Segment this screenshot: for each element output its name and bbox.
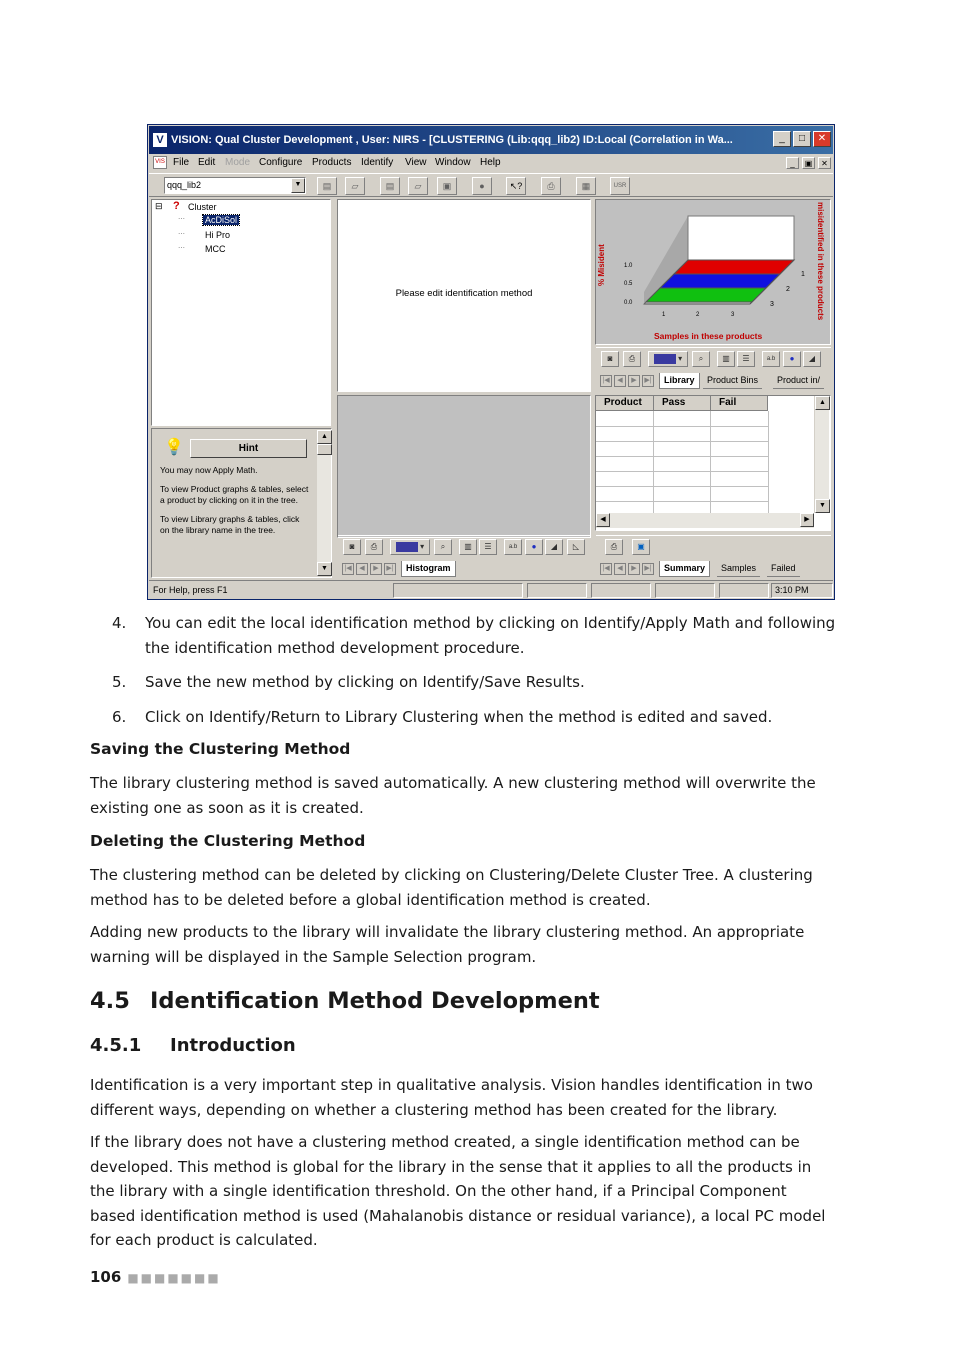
list-item	[90, 670, 840, 695]
zoom-icon[interactable]: ⌕	[434, 539, 452, 555]
x-tick: 3	[731, 312, 735, 318]
deleting-text-1: The clustering method can be deleted by clicking on Clustering/Delete Cluster Tree. A clustering method has to be deleted before a global identification method is created.	[90, 866, 813, 909]
menu-products[interactable]: Products	[312, 157, 352, 168]
section-title: Identification Method Development	[150, 988, 600, 1014]
print-icon[interactable]: ⎙	[541, 177, 561, 195]
grid-line	[596, 501, 769, 502]
deleting-heading: Deleting the Clustering Method	[90, 832, 366, 850]
tab-samples[interactable]: Samples	[717, 561, 760, 577]
right-axis-label: misidentified in these products	[816, 202, 825, 321]
info-icon[interactable]: ●	[472, 177, 492, 195]
scatter-icon[interactable]: ●	[525, 539, 543, 555]
tab-summary[interactable]: Summary	[659, 561, 710, 577]
y-tick: 0.0	[624, 300, 633, 306]
intro-paragraph-1: Identification is a very important step in qualitative analysis. Vision handles identification in two different ways, depending on whether a clustering method has been created for the library.	[90, 1076, 813, 1119]
tree-node-hipro[interactable]: Hi Pro	[205, 230, 231, 240]
status-time: 3:10 PM	[771, 583, 833, 598]
tab-library[interactable]: Library	[659, 373, 700, 389]
library-select-value: qqq_lib2	[167, 180, 202, 190]
table-lines-icon[interactable]: ☰	[737, 351, 755, 367]
histogram-pane	[337, 395, 591, 538]
mdi-restore-button[interactable]: ▣	[802, 157, 815, 169]
grid-horizontal-scrollbar[interactable]	[596, 513, 814, 528]
tab-last-icon[interactable]: ▶|	[384, 563, 396, 575]
subsection-number: 4.5.1	[90, 1035, 142, 1056]
cluster-tree	[151, 199, 331, 426]
chart-controls	[596, 347, 831, 371]
grid-controls	[596, 535, 831, 559]
column-header-product[interactable]: Product	[596, 396, 654, 411]
label-icon[interactable]: a.b	[762, 351, 780, 367]
toolbar	[149, 173, 833, 197]
save-icon[interactable]: ▣	[632, 539, 650, 555]
context-help-icon[interactable]: ↖?	[506, 177, 526, 195]
tree-node-acdisol[interactable]: AcDiSol	[205, 215, 238, 225]
tab-last-icon[interactable]: ▶|	[642, 375, 654, 387]
y-axis-label: % Misident	[597, 244, 606, 286]
grid-tabs	[597, 561, 831, 578]
steps-list	[90, 611, 840, 739]
menu-edit[interactable]: Edit	[198, 157, 216, 168]
tab-first-icon[interactable]: |◀	[342, 563, 354, 575]
maximize-button[interactable]: □	[793, 131, 811, 147]
vision-logo-icon: V	[153, 133, 167, 147]
column-header-pass[interactable]: Pass	[654, 396, 711, 411]
tab-histogram[interactable]: Histogram	[401, 561, 456, 577]
step-number: 4.	[112, 614, 127, 632]
step-text: Save the new method by clicking on Identify/Save Results.	[145, 673, 585, 691]
new-method-icon[interactable]: ▤	[380, 177, 400, 195]
hint-button[interactable]: Hint	[190, 439, 307, 458]
scatter-icon[interactable]: ●	[783, 351, 801, 367]
column-header-fail[interactable]: Fail	[711, 396, 768, 411]
grid-header	[596, 396, 818, 411]
depth-tick: 1	[801, 271, 805, 278]
series-blue	[660, 274, 780, 288]
chart-settings-icon[interactable]: ◢	[803, 351, 821, 367]
chart-backwall	[688, 216, 794, 260]
tab-prev-icon[interactable]: ◀	[614, 375, 626, 387]
camera-icon[interactable]: ◙	[601, 351, 619, 367]
menu-bar	[149, 154, 833, 172]
tree-node-mcc[interactable]: MCC	[205, 244, 226, 254]
tab-product-bins[interactable]: Product Bins	[703, 373, 762, 389]
step-number: 5.	[112, 673, 127, 691]
mdi-minimize-button[interactable]: _	[786, 157, 799, 169]
user-icon[interactable]: USR	[610, 177, 630, 195]
scroll-down-icon[interactable]: ▼	[815, 499, 830, 513]
grid-lines-icon[interactable]: ▥	[459, 539, 477, 555]
hint-paragraph: You may now Apply Math.	[160, 465, 258, 475]
tab-next-icon[interactable]: ▶	[628, 375, 640, 387]
page-number: 106	[90, 1268, 122, 1286]
x-tick: 2	[696, 312, 700, 318]
print-icon[interactable]: ⎙	[623, 351, 641, 367]
tree-connector: ⋯	[178, 231, 185, 238]
list-item	[90, 705, 840, 730]
tab-next-icon[interactable]: ▶	[370, 563, 382, 575]
report-icon[interactable]: ▦	[576, 177, 596, 195]
color-select[interactable]: ▾	[390, 539, 430, 555]
footer-dots: ■■■■■■■	[127, 1270, 221, 1285]
scroll-left-icon[interactable]: ◀	[596, 513, 610, 527]
table-lines-icon[interactable]: ☰	[479, 539, 497, 555]
menu-help[interactable]: Help	[480, 157, 501, 168]
hint-panel	[151, 428, 332, 578]
minimize-button[interactable]: _	[773, 131, 791, 147]
zoom-icon[interactable]: ⌕	[692, 351, 710, 367]
y-tick: 1.0	[624, 263, 633, 269]
tab-prev-icon[interactable]: ◀	[614, 563, 626, 575]
step-text: Click on Identify/Return to Library Clustering when the method is edited and saved.	[145, 707, 773, 726]
section-heading	[90, 988, 600, 1014]
misident-chart-pane	[595, 199, 831, 345]
tree-connector: ⋯	[178, 245, 185, 252]
status-cell	[527, 583, 587, 598]
status-cell	[591, 583, 651, 598]
subsection-title: Introduction	[170, 1035, 296, 1056]
print-icon[interactable]: ⎙	[605, 539, 623, 555]
save-icon[interactable]: ▣	[437, 177, 457, 195]
tab-product-in[interactable]: Product in/	[773, 373, 824, 389]
section-number: 4.5	[90, 988, 130, 1014]
tree-collapse-toggle[interactable]: ⊟	[155, 201, 163, 211]
window-title: VISION: Qual Cluster Development , User: NIRS - [CLUSTERING (Lib:qqq_lib2) ID:Local (Correlation in Wa...	[171, 134, 733, 146]
menu-file[interactable]: File	[173, 157, 190, 168]
hint-paragraph: To view Library graphs & tables, click on the library name in the tree.	[160, 514, 300, 535]
print-icon[interactable]: ⎙	[365, 539, 383, 555]
histogram-tabs	[339, 561, 591, 578]
menu-view[interactable]: View	[405, 157, 427, 168]
title-bar	[149, 126, 833, 154]
lightbulb-icon: 💡	[164, 439, 184, 456]
tab-first-icon[interactable]: |◀	[600, 563, 612, 575]
grid-vertical-scrollbar[interactable]	[814, 396, 829, 513]
menu-mode: Mode	[225, 157, 251, 168]
scroll-right-icon[interactable]: ▶	[800, 513, 814, 527]
tab-next-icon[interactable]: ▶	[628, 563, 640, 575]
label-icon[interactable]: a.b	[504, 539, 522, 555]
hint-scrollbar[interactable]	[316, 430, 331, 576]
summary-grid	[595, 395, 831, 531]
series-red	[674, 260, 794, 274]
color-select[interactable]: ▾	[648, 351, 688, 367]
deleting-text-2: Adding new products to the library will invalidate the library clustering method. An appropriate warning will be displayed in the Sample Selection program.	[90, 923, 805, 966]
status-help-text: For Help, press F1	[153, 585, 228, 595]
chevron-down-icon[interactable]: ▼	[291, 178, 305, 193]
step-number: 6.	[112, 707, 127, 726]
menu-configure[interactable]: Configure	[259, 157, 303, 168]
edit-method-message: Please edit identification method	[395, 288, 533, 299]
depth-tick: 2	[786, 286, 790, 293]
grid-line	[596, 471, 769, 472]
status-cell	[655, 583, 715, 598]
histogram-controls	[338, 535, 591, 559]
document-icon[interactable]: VIS	[153, 156, 167, 169]
y-tick: 0.5	[624, 281, 633, 287]
status-cell	[393, 583, 523, 598]
open-folder-icon[interactable]: ▱	[345, 177, 365, 195]
scroll-thumb[interactable]	[317, 444, 332, 455]
scroll-down-icon[interactable]: ▼	[317, 562, 332, 576]
saving-text: The library clustering method is saved automatically. A new clustering method will overwrite the existing one as soon as it is created.	[90, 774, 816, 817]
new-icon[interactable]: ▤	[317, 177, 337, 195]
intro-paragraph-2: If the library does not have a clustering method created, a single identification method can be developed. This method is global for the library in the sense that it applies to all the products in the library with a single identification threshold. On the other hand, if a Principal Component based identification method is used (Mahalanobis distance or residual variance), a local PC model for each product is calculated.	[90, 1133, 826, 1249]
open-method-icon[interactable]: ▱	[408, 177, 428, 195]
step-text: You can edit the local identification method by clicking on Identify/Apply Math and following the identification method development procedure.	[145, 614, 836, 657]
misident-3d-chart	[596, 200, 830, 344]
measure-icon[interactable]: ◺	[567, 539, 585, 555]
chart-settings-icon[interactable]: ◢	[545, 539, 563, 555]
menu-identify[interactable]: Identify	[361, 157, 394, 168]
tree-node-cluster[interactable]: Cluster	[188, 202, 217, 212]
x-axis-label: Samples in these products	[654, 331, 763, 341]
mdi-close-button[interactable]: ✕	[818, 157, 831, 169]
tab-failed[interactable]: Failed	[767, 561, 800, 577]
close-button[interactable]: ✕	[813, 131, 831, 147]
page-footer	[90, 1268, 221, 1286]
series-green	[646, 288, 766, 302]
tab-prev-icon[interactable]: ◀	[356, 563, 368, 575]
list-item	[90, 611, 840, 660]
status-cell	[719, 583, 769, 598]
grid-line	[596, 486, 769, 487]
status-bar	[149, 580, 833, 599]
hint-text	[160, 465, 310, 544]
grid-lines-icon[interactable]: ▥	[717, 351, 735, 367]
chart-tabs	[597, 373, 831, 390]
camera-icon[interactable]: ◙	[343, 539, 361, 555]
grid-line	[596, 441, 769, 442]
menu-window[interactable]: Window	[435, 157, 471, 168]
question-icon: ?	[173, 200, 180, 212]
hint-paragraph: To view Product graphs & tables, select a product by clicking on it in the tree.	[160, 484, 309, 505]
method-pane	[337, 199, 591, 392]
vision-window	[147, 124, 835, 600]
tab-first-icon[interactable]: |◀	[600, 375, 612, 387]
tree-connector: ⋯	[178, 216, 185, 223]
scroll-up-icon[interactable]: ▲	[815, 396, 830, 410]
saving-heading: Saving the Clustering Method	[90, 740, 351, 758]
grid-line	[596, 456, 769, 457]
grid-line	[596, 426, 769, 427]
depth-tick: 3	[770, 301, 774, 308]
library-select[interactable]	[164, 177, 306, 194]
x-tick: 1	[662, 312, 666, 318]
subsection-heading	[90, 1035, 296, 1056]
scroll-up-icon[interactable]: ▲	[317, 430, 332, 444]
tab-last-icon[interactable]: ▶|	[642, 563, 654, 575]
